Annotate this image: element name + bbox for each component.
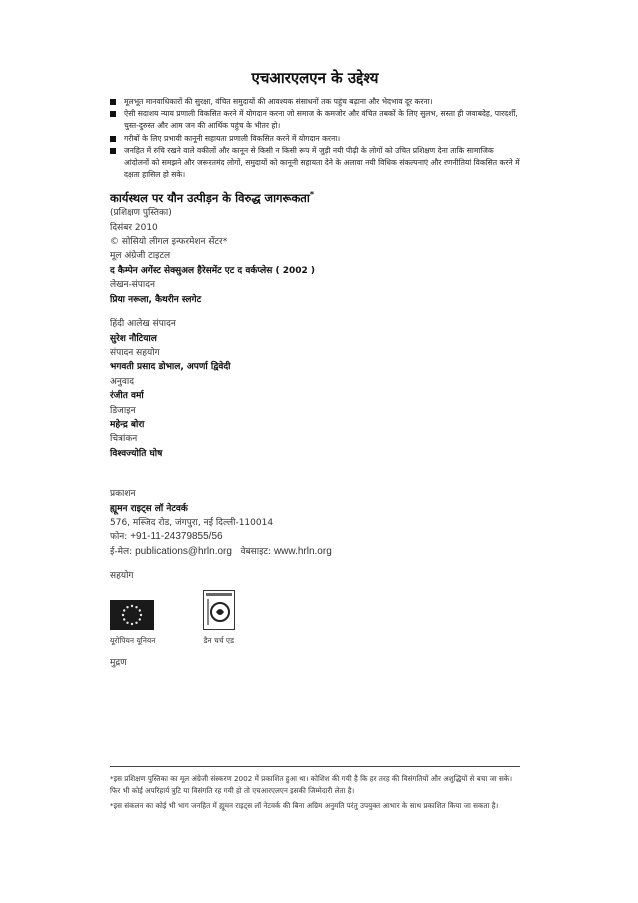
editing-label: लेखन-संपादन [110,280,156,291]
dca-logo-caption: डैन चर्च एड [203,635,235,645]
original-title-label: मूल अंग्रेजी टाइटल [110,251,171,262]
list-item: जनहित में रुचि रखने वाले वकीलों और कानून से किसी न किसी रूप में जुड़ी नयी पीढ़ी के लोगों को उचित प्रशिक्षण देना ताकि सामाजिक आंदोलनों को समझने और जरूरतमंद लोगों, समुदायों को कानूनी सहायता देने के अलावा नयी विधिक संकल्पनाएं और रणनीतियां विकसित करने में दक्षता हासिल हो सके। [110,145,520,182]
square-bullet-icon [110,136,116,142]
credit-value: रंजीत वर्मा [110,391,144,402]
dca-logo-icon [203,590,235,630]
dca-logo-block [203,590,235,646]
eu-stars-icon [110,600,154,630]
page-content [110,68,520,670]
publication-date: दिसंबर 2010 [110,222,158,233]
eu-logo-caption: यूरोपियन यूनियन [110,635,156,645]
copyright-line: © सोसियो लीगल इन्फरमेशन सेंटर* [110,237,228,248]
list-item: मूलभूत मानवाधिकारों की सुरक्षा, वंचित समुदायों की आवश्यक संसाधनों तक पहुंच बढ़ाना और भेदभाव दूर करना। [110,96,520,108]
credit-value: विश्वज्योति घोष [110,448,163,459]
credit-value: महेन्द्र बोरा [110,419,145,430]
printing-label: मुद्रण [110,657,127,668]
credit-value: भगवती प्रसाद डोभाल, अपर्णा द्विवेदी [110,362,231,373]
credit-value: सुरेश नौटियाल [110,333,157,344]
footnote: *इस प्रशिक्षण पुस्तिका का मूल अंग्रेजी संस्करण 2002 में प्रकाशित हुआ था। कोशिश की गयी है कि हर तरह की विसंगतियों और अशुद्धियों से बचा जा सके। फिर भी कोई अपरिहार्य त्रुटि या विसंगति रह गयी हो तो एचआरएलएन इसकी जिम्मेदारी लेता है। [110,774,513,795]
eu-flag-icon [110,600,154,630]
credit-label: चित्रांकन [110,434,138,445]
footnotes [110,766,520,816]
footnote-mark: * [309,190,315,200]
list-item: ऐसी सदाशय न्याय प्रणाली विकसित करने में योगदान करना जो समाज के कमजोर और वंचित तबकों के लिए सुलभ, सस्ता ही जवाबदेह, पारदर्शी, चुस्त-दुरुस्त और आम जन की आर्थिक पहुंच के भीतर हो। [110,108,520,132]
list-item: गरीबों के लिए प्रभावी कानूनी सहायता प्रणाली विकसित करने में योगदान करना। [110,133,520,145]
publisher-address: 576, मस्जिद रोड, जंगपुरा, नई दिल्ली-110014 [110,517,274,528]
objectives-list [110,96,520,181]
credit-label: संपादन सहयोग [110,347,160,358]
credit-label: डिजाइन [110,405,136,416]
support-label: सहयोग [110,571,134,582]
publisher-phone: फोन: +91-11-24379855/56 [110,531,223,543]
book-subtitle: (प्रशिक्षण पुस्तिका) [110,208,172,219]
square-bullet-icon [110,99,116,105]
book-title: कार्यस्थल पर यौन उत्पीड़न के विरुद्ध जागरूकता* [110,190,315,206]
sponsor-logos [110,590,520,646]
original-title: द कैम्पेन अगेंस्ट सेक्सुअल हैरेसमेंट एट द वर्कप्लेस ( 2002 ) [110,265,316,276]
square-bullet-icon [110,148,116,154]
credit-label: अनुवाद [110,376,134,387]
email-link[interactable]: publications@hrln.org [135,545,232,557]
publisher-contact: ई-मेल: publications@hrln.org वेबसाइट: www.hrln.org [110,545,332,557]
editors: प्रिया नरूला, कैथरीन स्लगेट [110,294,202,305]
publisher-name: ह्यूमन राइट्स लॉ नेटवर्क [110,503,188,514]
square-bullet-icon [110,111,116,117]
page-title: एचआरएलएन के उद्देश्य [251,69,379,87]
website-link[interactable]: www.hrln.org [273,545,332,557]
footnote: *इस संकलन का कोई भी भाग जनहित में ह्यूमन राइट्स लॉ नेटवर्क की बिना अग्रिम अनुमति परंतु उपयुक्त आभार के साथ प्रकाशित किया जा सकता है। [110,801,499,810]
credit-label: हिंदी आलेख संपादन [110,319,176,330]
publisher-label: प्रकाशन [110,489,136,500]
eu-logo-block [110,600,155,646]
